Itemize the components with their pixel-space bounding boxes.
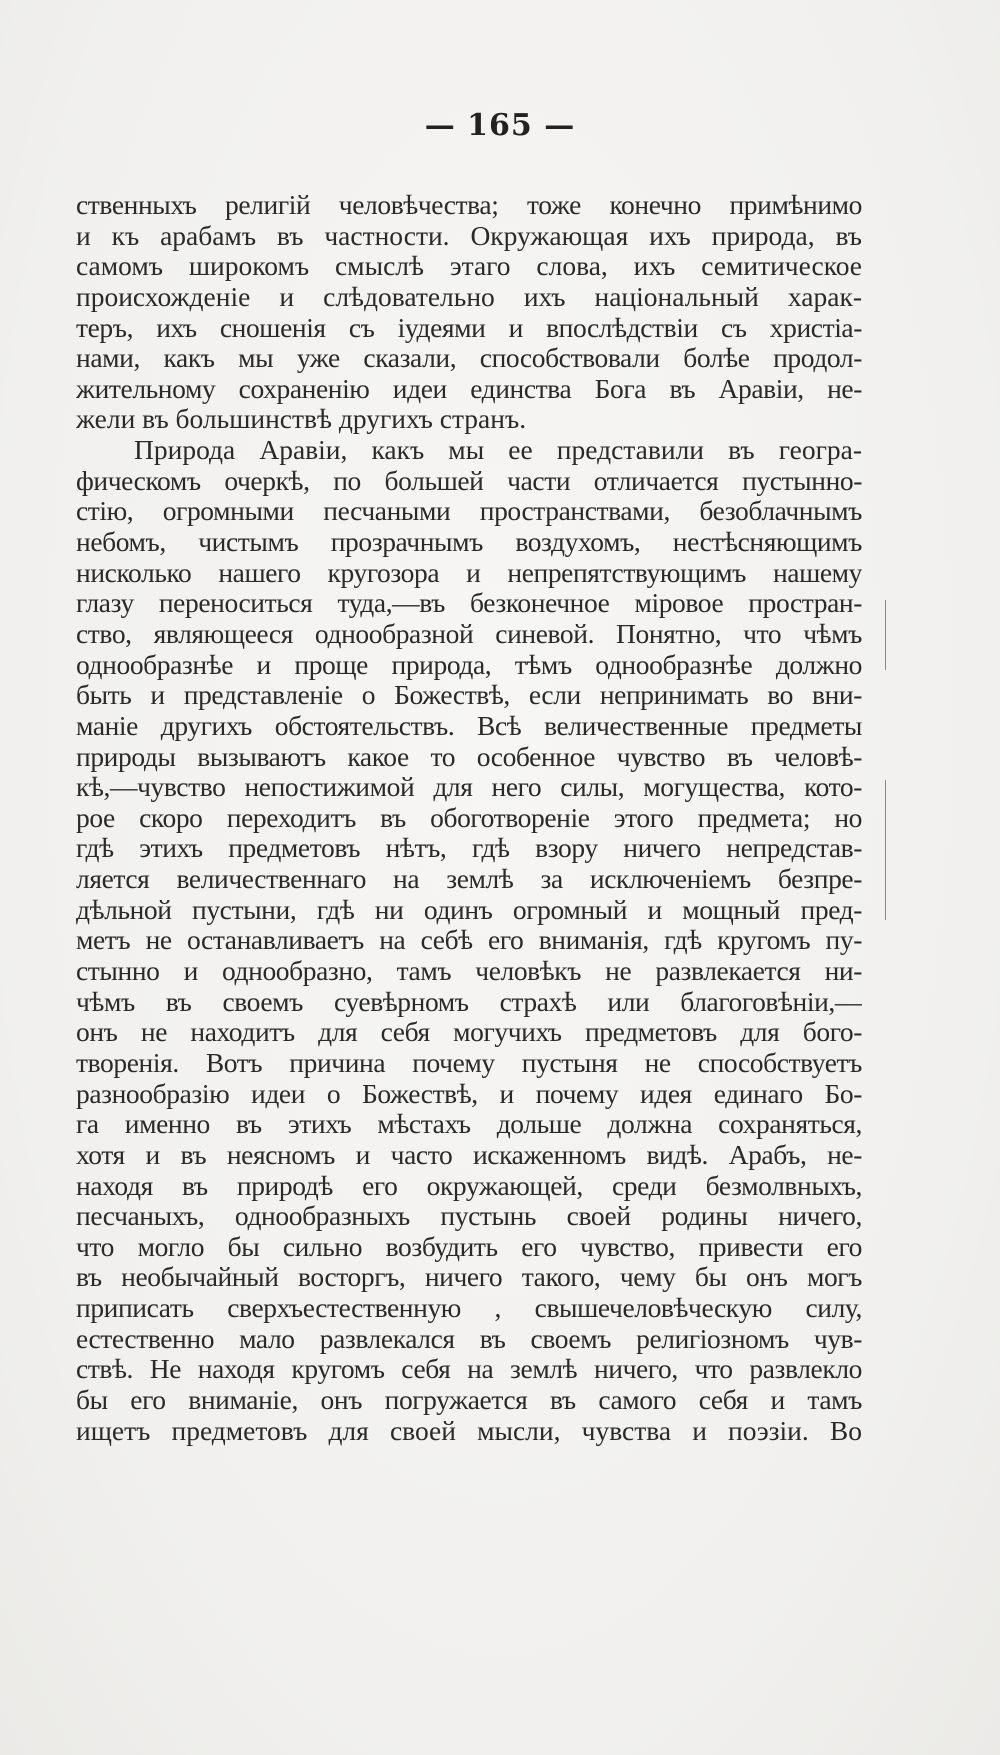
text-line: происхожденіе и слѣдовательно ихъ національный харак-: [76, 281, 862, 312]
text-line: га именно въ этихъ мѣстахъ дольше должна сохраняться,: [76, 1109, 862, 1140]
text-line: рое скоро переходитъ въ обоготвореніе этого предмета; но: [76, 802, 862, 833]
text-line: ственныхъ религій человѣчества; тоже конечно примѣнимо: [76, 190, 862, 220]
text-line: самомъ широкомъ смыслѣ этаго слова, ихъ семитическое: [76, 251, 862, 282]
text-line: хотя и въ неясномъ и часто искаженномъ видѣ. Арабъ, не-: [76, 1139, 862, 1170]
margin-pencil-mark: [885, 600, 886, 670]
text-line: приписать сверхъестественную , свышечеловѣческую силу,: [76, 1293, 862, 1324]
text-line: ствѣ. Не находя кругомъ себя на землѣ ничего, что развлекло: [76, 1354, 862, 1385]
text-line: нисколько нашего кругозора и непрепятствующимъ нашему: [76, 557, 862, 588]
text-line: фическомъ очеркѣ, по большей части отличается пустынно-: [76, 465, 862, 496]
text-line: ляется величественнаго на землѣ за исключеніемъ безпре-: [76, 864, 862, 895]
text-line: однообразнѣе и проще природа, тѣмъ однообразнѣе должно: [76, 649, 862, 680]
margin-pencil-mark: [885, 780, 886, 920]
text-line: творенія. Вотъ причина почему пустыня не способствуетъ: [76, 1047, 862, 1078]
text-line: маніе другихъ обстоятельствъ. Всѣ величественные предметы: [76, 710, 862, 741]
text-line: въ необычайный восторгъ, ничего такого, чему бы онъ могъ: [76, 1262, 862, 1293]
text-line: метъ не останавливаетъ на себѣ его вниманія, гдѣ кругомъ пу-: [76, 925, 862, 956]
body-text: [76, 190, 862, 1446]
text-line: жительному сохраненію идеи единства Бога въ Аравіи, не-: [76, 373, 862, 404]
text-line: бы его вниманіе, онъ погружается въ самого себя и тамъ: [76, 1384, 862, 1415]
text-line: гдѣ этихъ предметовъ нѣтъ, гдѣ взору ничего непредстав-: [76, 833, 862, 864]
paragraph-first-line: Природа Аравіи, какъ мы ее представили въ геогра-: [134, 435, 862, 466]
page-number: — 165 —: [424, 108, 576, 143]
text-line: находя въ природѣ его окружающей, среди безмолвныхъ,: [76, 1170, 862, 1201]
text-line: онъ не находитъ для себя могучихъ предметовъ для бого-: [76, 1017, 862, 1048]
text-line: стынно и однообразно, тамъ человѣкъ не развлекается ни-: [76, 956, 862, 987]
text-line: природы вызываютъ какое то особенное чувство въ человѣ-: [76, 741, 862, 772]
text-line: и къ арабамъ въ частности. Окружающая ихъ природа, въ: [76, 220, 862, 251]
text-line: теръ, ихъ сношенія съ іудеями и впослѣдствіи съ христіа-: [76, 312, 862, 343]
text-line: небомъ, чистымъ прозрачнымъ воздухомъ, нестѣсняющимъ: [76, 527, 862, 558]
text-line: жели въ большинствѣ другихъ странъ.: [76, 404, 527, 435]
text-line: что могло бы сильно возбудить его чувство, привести его: [76, 1231, 862, 1262]
text-line: стію, огромными песчаными пространствами, безоблачнымъ: [76, 496, 862, 527]
text-line: естественно мало развлекался въ своемъ религіозномъ чув-: [76, 1323, 862, 1354]
text-line: чѣмъ въ своемъ суевѣрномъ страхѣ или благоговѣніи,—: [76, 986, 862, 1017]
text-line: дѣльной пустыни, гдѣ ни одинъ огромный и мощный пред-: [76, 894, 862, 925]
text-line: песчаныхъ, однообразныхъ пустынь своей родины ничего,: [76, 1201, 862, 1232]
text-line: быть и представленіе о Божествѣ, если непринимать во вни-: [76, 680, 862, 711]
text-line: разнообразію идеи о Божествѣ, и почему идея единаго Бо-: [76, 1078, 862, 1109]
text-line: глазу переноситься туда,—въ безконечное міровое простран-: [76, 588, 862, 619]
text-line: кѣ,—чувство непостижимой для него силы, могущества, кото-: [76, 772, 862, 803]
text-line: ищетъ предметовъ для своей мысли, чувства и поэзіи. Во: [76, 1415, 862, 1446]
text-line: ство, являющееся однообразной синевой. Понятно, что чѣмъ: [76, 618, 862, 649]
text-line: нами, какъ мы уже сказали, способствовали болѣе продол-: [76, 343, 862, 374]
